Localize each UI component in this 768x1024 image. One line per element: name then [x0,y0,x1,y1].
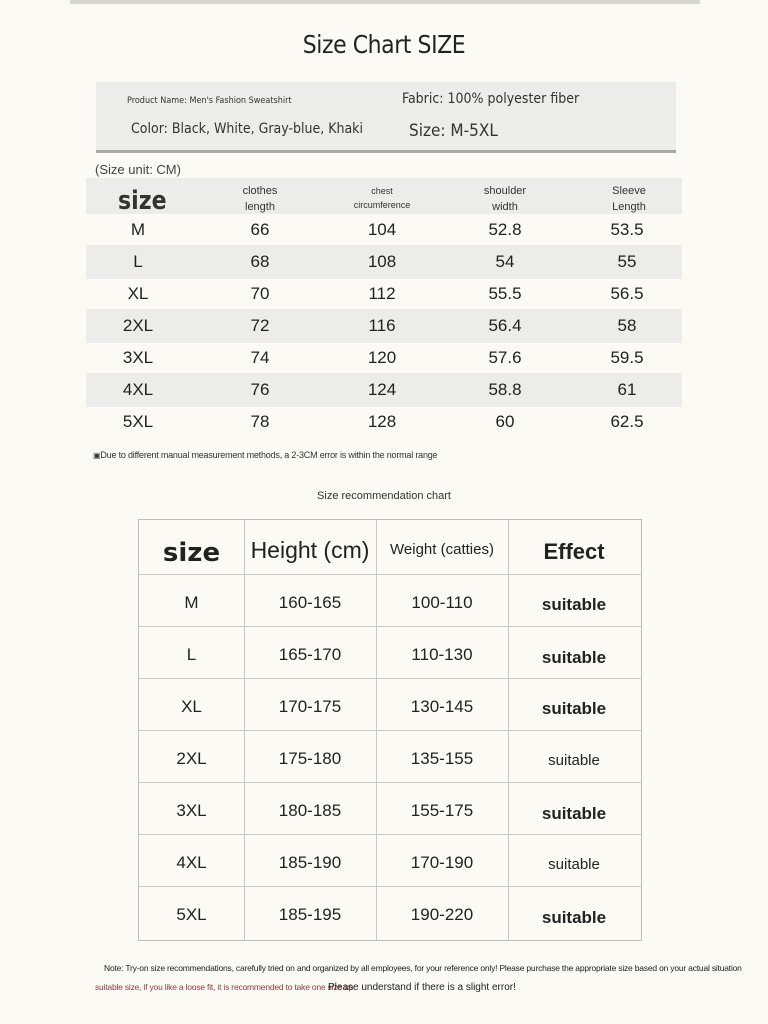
measure-chest: 108 [367,252,397,271]
footer-understand: Please understand if there is a slight error! [328,982,516,993]
rec-effect: suitable [541,908,607,927]
measure-size: 5XL [122,412,154,431]
rec-height: 170-175 [278,697,342,716]
product-fabric: Fabric: 100% polyester fiber [402,91,580,107]
measure-length: 74 [250,348,270,367]
measure-length: 72 [250,316,270,335]
rec-effect: suitable [541,804,607,823]
size-unit-label: (Size unit: CM) [95,162,181,177]
header-line: circumference [353,200,411,210]
rec-size: XL [181,697,202,716]
page-title: Size Chart SIZE [302,30,466,59]
rec-weight: 170-190 [410,853,474,872]
measure-chest: 128 [367,412,397,431]
header-line: Sleeve [612,185,646,197]
measure-shoulder: 55.5 [488,284,522,303]
rec-header-weight: Weight (catties) [390,541,494,558]
rec-size: 5XL [176,905,207,924]
measure-chest: 116 [368,316,396,335]
rec-height: 185-195 [278,905,342,924]
measure-length: 68 [250,252,270,271]
measure-size: XL [127,284,149,303]
measure-size: L [133,252,143,271]
measure-length: 70 [250,284,270,303]
measure-size: 2XL [122,316,154,335]
measurement-error-note [93,450,437,460]
recommendation-title: Size recommendation chart [317,490,451,502]
header-line: clothes [242,185,278,197]
measure-shoulder: 60 [495,412,515,431]
product-info-box [96,82,676,150]
rec-effect: suitable [541,595,607,614]
grid-line [139,730,641,731]
measure-length: 78 [250,412,270,431]
rec-height: 185-190 [278,853,342,872]
rec-size: 4XL [176,853,207,872]
header-line: chest [371,186,393,196]
rec-weight: 190-220 [410,905,474,924]
rec-weight: 130-145 [410,697,474,716]
header-line: shoulder [483,185,527,197]
measure-size: 3XL [122,348,154,367]
measure-sleeve: 58 [617,316,637,335]
product-info-underline [96,150,676,153]
rec-effect: suitable [541,648,607,667]
measure-header-size: size [118,186,167,216]
rec-effect: suitable [548,752,600,769]
product-name: Product Name: Men's Fashion Sweatshirt [127,96,292,106]
header-line: width [492,201,518,213]
rec-effect: suitable [541,699,607,718]
measure-header-chest [337,184,427,212]
rec-size: 3XL [176,801,207,820]
measure-chest: 104 [367,220,397,239]
measure-header-sleeve [589,183,669,215]
measure-shoulder: 57.6 [488,348,522,367]
header-line: length [245,201,275,213]
rec-weight: 155-175 [410,801,474,820]
measure-chest: 120 [367,348,397,367]
measure-shoulder: 54 [495,252,515,271]
measure-size: 4XL [122,380,154,399]
footer-loose-fit: suitable size, if you like a loose fit, it is recommended to take one size up [95,982,354,992]
grid-line [139,834,641,835]
product-size-range: Size: M-5XL [409,121,498,141]
top-divider [70,0,700,4]
measure-sleeve: 53.5 [610,220,644,239]
grid-line [139,886,641,887]
rec-header-effect: Effect [543,539,605,564]
measure-shoulder: 52.8 [488,220,522,239]
measure-header-clothes-length [220,183,300,215]
rec-height: 160-165 [278,593,342,612]
measure-size: M [130,220,146,239]
measure-chest: 112 [368,284,396,303]
measure-sleeve: 59.5 [610,348,644,367]
measure-sleeve: 61 [617,380,637,399]
rec-weight: 100-110 [411,593,473,612]
grid-line [139,678,641,679]
rec-height: 180-185 [278,801,342,820]
grid-line [139,626,641,627]
grid-line [139,782,641,783]
measure-shoulder: 56.4 [488,316,522,335]
measure-length: 76 [250,380,270,399]
rec-size: L [186,645,197,664]
rec-weight: 135-155 [410,749,474,768]
grid-line [139,574,641,575]
measure-sleeve: 56.5 [610,284,644,303]
measure-sleeve: 62.5 [610,412,644,431]
rec-header-size: size [162,538,221,568]
recommendation-table [138,519,642,941]
product-colors: Color: Black, White, Gray-blue, Khaki [131,121,363,137]
header-line: Length [612,201,646,213]
measure-sleeve: 55 [617,252,637,271]
footer-note: Note: Try-on size recommendations, carefully tried on and organized by all employees, for your reference only! Please purchase the appropriate size based on your actual situation [104,963,742,973]
rec-size: M [184,593,199,612]
rec-size: 2XL [176,749,207,768]
rec-effect: suitable [548,856,600,873]
rec-weight: 110-130 [411,645,473,664]
measure-shoulder: 58.8 [488,380,522,399]
measure-length: 66 [250,220,270,239]
rec-height: 175-180 [278,749,342,768]
note-icon: ▣ [93,451,101,460]
measurement-error-note-text: Due to different manual measurement methods, a 2-3CM error is within the normal range [100,450,438,460]
rec-header-height: Height (cm) [250,537,370,563]
measure-header-shoulder [465,183,545,215]
rec-height: 165-170 [278,645,342,664]
measure-chest: 124 [367,380,397,399]
